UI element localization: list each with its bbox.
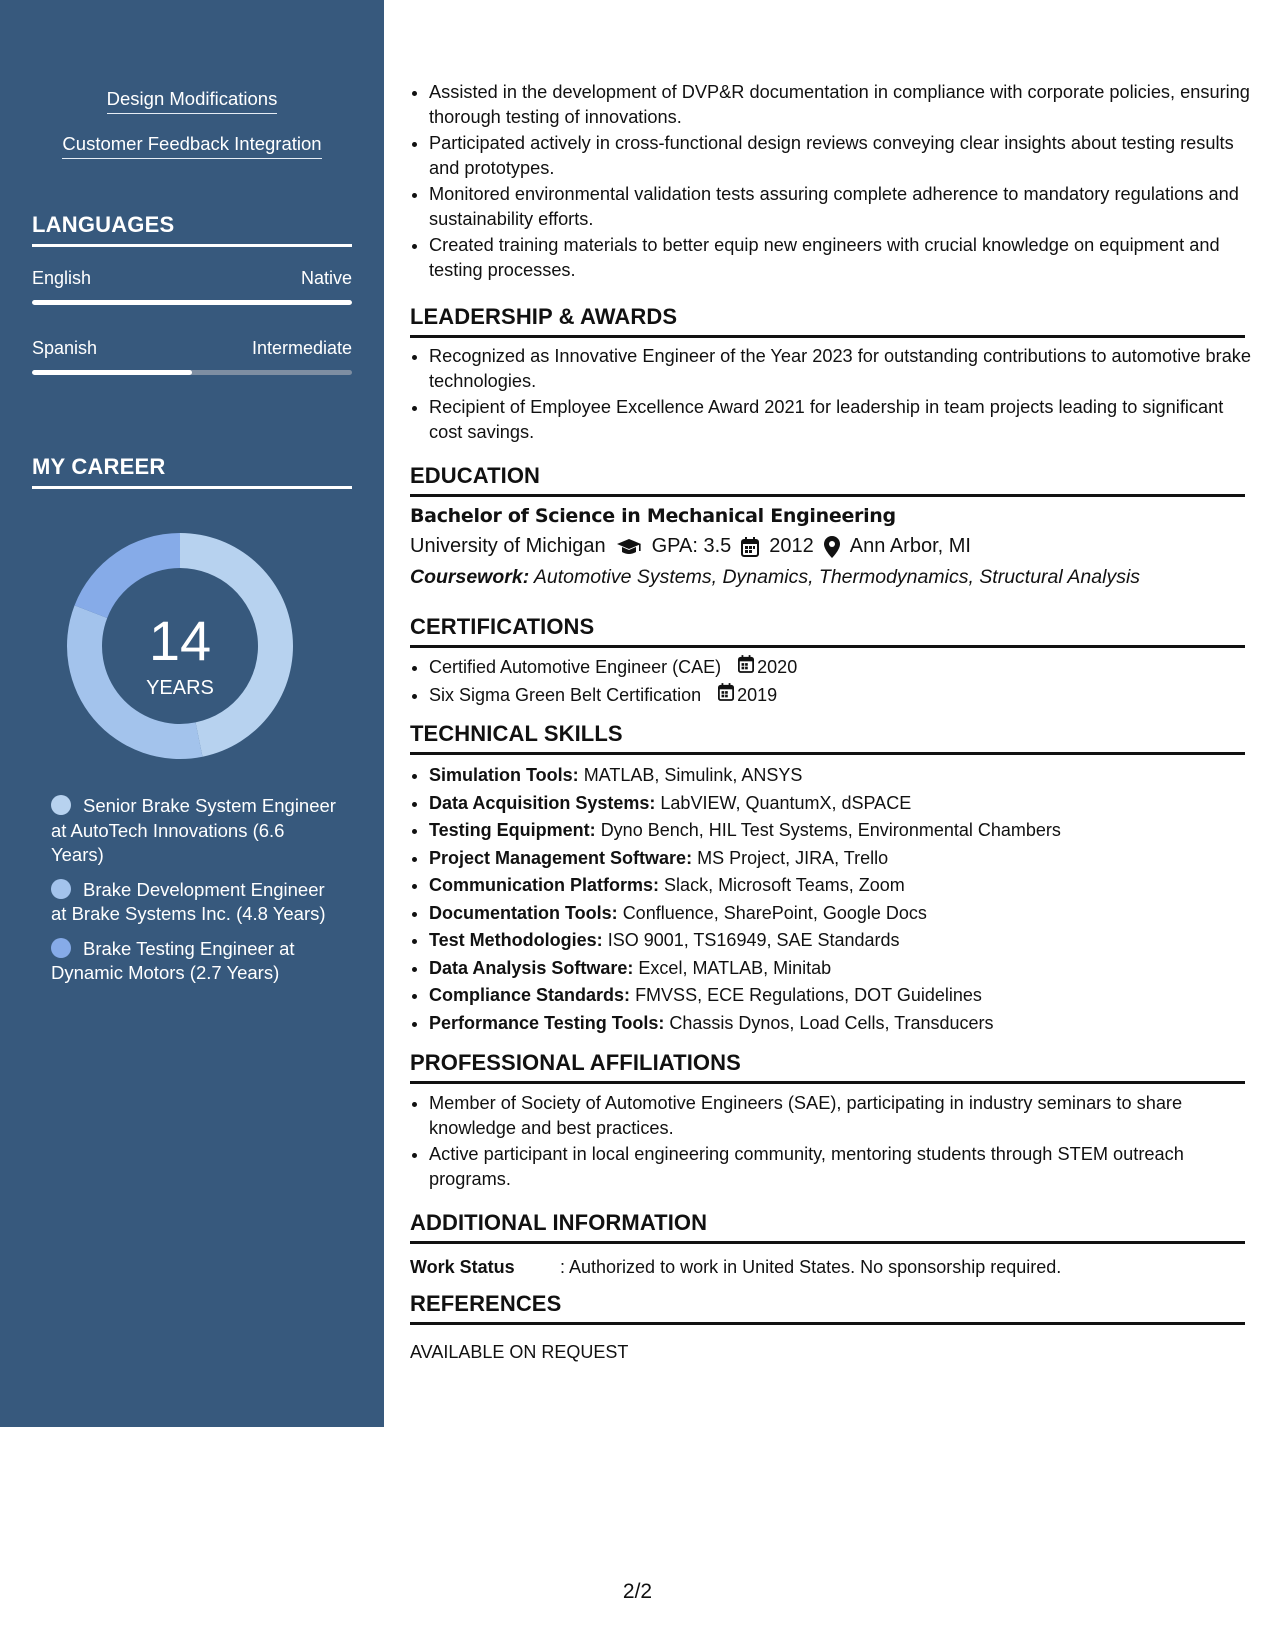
career-item: Brake Testing Engineer at Dynamic Motors (2.7 Years) bbox=[51, 937, 295, 983]
education-heading: EDUCATION bbox=[410, 463, 1245, 497]
list-item: • Data Analysis Software: Excel, MATLAB, Minitab bbox=[429, 956, 1252, 981]
career-item: Brake Development Engineer at Brake Systems Inc. (4.8 Years) bbox=[51, 878, 326, 924]
career-total-years: 14 bbox=[148, 609, 212, 672]
list-item: • Created training materials to better equip new engineers with crucial knowledge on equipment and testing processes. bbox=[429, 233, 1252, 282]
list-item: • Simulation Tools: MATLAB, Simulink, ANSYS bbox=[429, 763, 1252, 788]
list-item: • Recognized as Innovative Engineer of the Year 2023 for outstanding contributions to automotive brake technologies. bbox=[429, 344, 1252, 393]
references-text: AVAILABLE ON REQUEST bbox=[410, 1342, 629, 1362]
list-item: • Test Methodologies: ISO 9001, TS16949, SAE Standards bbox=[429, 928, 1252, 953]
career-donut-chart bbox=[62, 528, 298, 764]
career-list bbox=[51, 794, 341, 996]
list-item: • Six Sigma Green Belt Certification 2019 bbox=[429, 683, 1252, 708]
calendar-icon bbox=[741, 537, 759, 557]
leadership-heading: LEADERSHIP & AWARDS bbox=[410, 304, 1245, 338]
list-item: • Certified Automotive Engineer (CAE) 2020 bbox=[429, 655, 1252, 680]
career-item: Senior Brake System Engineer at AutoTech Innovations (6.6 Years) bbox=[51, 795, 336, 865]
additional-info-heading: ADDITIONAL INFORMATION bbox=[410, 1210, 1245, 1244]
language-bar-english bbox=[32, 300, 352, 305]
list-item: • Compliance Standards: FMVSS, ECE Regulations, DOT Guidelines bbox=[429, 983, 1252, 1008]
list-item: • Documentation Tools: Confluence, SharePoint, Google Docs bbox=[429, 901, 1252, 926]
language-bar-fill bbox=[32, 300, 352, 305]
education-details bbox=[410, 535, 971, 558]
languages-heading: LANGUAGES bbox=[32, 212, 352, 247]
language-level: Intermediate bbox=[251, 338, 352, 358]
skills-list bbox=[410, 763, 1252, 1038]
language-level: Native bbox=[300, 268, 352, 288]
coursework-list: Automotive Systems, Dynamics, Thermodynamics, Structural Analysis bbox=[533, 566, 1141, 588]
language-name: English bbox=[32, 268, 92, 288]
list-item: • Data Acquisition Systems: LabVIEW, QuantumX, dSPACE bbox=[429, 791, 1252, 816]
affiliations-heading: PROFESSIONAL AFFILIATIONS bbox=[410, 1050, 1245, 1084]
affiliations-list bbox=[410, 1091, 1252, 1193]
list-item: • Testing Equipment: Dyno Bench, HIL Test Systems, Environmental Chambers bbox=[429, 818, 1252, 843]
graduation-cap-icon bbox=[616, 538, 642, 556]
sidebar bbox=[0, 0, 384, 1427]
references-heading: REFERENCES bbox=[410, 1291, 1245, 1325]
experience-bullets bbox=[410, 80, 1252, 284]
leadership-list bbox=[410, 344, 1252, 446]
language-name: Spanish bbox=[32, 338, 98, 358]
list-item: • Assisted in the development of DVP&R documentation in compliance with corporate policies, ensuring thorough testing of innovations. bbox=[429, 80, 1252, 129]
skill-link-design-modifications[interactable]: Design Modifications bbox=[0, 88, 384, 114]
list-item: • Communication Platforms: Slack, Microsoft Teams, Zoom bbox=[429, 873, 1252, 898]
gpa: GPA: 3.5 bbox=[651, 535, 732, 557]
skill-link-customer-feedback[interactable]: Customer Feedback Integration bbox=[0, 133, 384, 159]
career-dot-icon bbox=[51, 795, 71, 815]
school-location: Ann Arbor, MI bbox=[849, 535, 971, 557]
page-number: 2/2 bbox=[622, 1580, 653, 1603]
location-pin-icon bbox=[824, 536, 840, 558]
work-status-label: Work Status bbox=[410, 1257, 515, 1277]
career-donut-segment-3 bbox=[75, 533, 180, 618]
list-item: • Project Management Software: MS Project, JIRA, Trello bbox=[429, 846, 1252, 871]
language-row-english bbox=[32, 268, 352, 289]
list-item: • Active participant in local engineering community, mentoring students through STEM outreach programs. bbox=[429, 1142, 1252, 1191]
list-item: • Monitored environmental validation tests assuring complete adherence to mandatory regulations and sustainability efforts. bbox=[429, 182, 1252, 231]
coursework bbox=[410, 566, 1140, 589]
calendar-icon bbox=[718, 683, 737, 708]
language-row-spanish bbox=[32, 338, 352, 359]
school-name: University of Michigan bbox=[410, 535, 606, 557]
certification-year: 2019 bbox=[737, 684, 778, 705]
list-item: • Participated actively in cross-functional design reviews conveying clear insights about testing results and prototypes. bbox=[429, 131, 1252, 180]
skills-heading: TECHNICAL SKILLS bbox=[410, 721, 1245, 755]
career-unit-label: YEARS bbox=[146, 677, 214, 699]
list-item: • Performance Testing Tools: Chassis Dynos, Load Cells, Transducers bbox=[429, 1011, 1252, 1036]
calendar-icon bbox=[738, 655, 757, 680]
graduation-year: 2012 bbox=[769, 535, 814, 557]
language-bar-fill bbox=[32, 370, 192, 375]
career-dot-icon bbox=[51, 879, 71, 899]
coursework-label: Coursework: bbox=[410, 566, 530, 588]
degree-title: Bachelor of Science in Mechanical Engineering bbox=[410, 505, 896, 527]
work-status-value: : Authorized to work in United States. No sponsorship required. bbox=[560, 1257, 1062, 1277]
certifications-heading: CERTIFICATIONS bbox=[410, 614, 1245, 648]
certification-year: 2020 bbox=[757, 657, 798, 677]
career-heading: MY CAREER bbox=[32, 454, 352, 489]
career-dot-icon bbox=[51, 938, 71, 958]
work-status-row bbox=[410, 1257, 1061, 1278]
certifications-list bbox=[410, 655, 1252, 710]
language-bar-spanish bbox=[32, 370, 352, 375]
list-item: • Recipient of Employee Excellence Award 2021 for leadership in team projects leading to significant cost savings. bbox=[429, 395, 1252, 444]
list-item: • Member of Society of Automotive Engineers (SAE), participating in industry seminars to share knowledge and best practices. bbox=[429, 1091, 1252, 1140]
